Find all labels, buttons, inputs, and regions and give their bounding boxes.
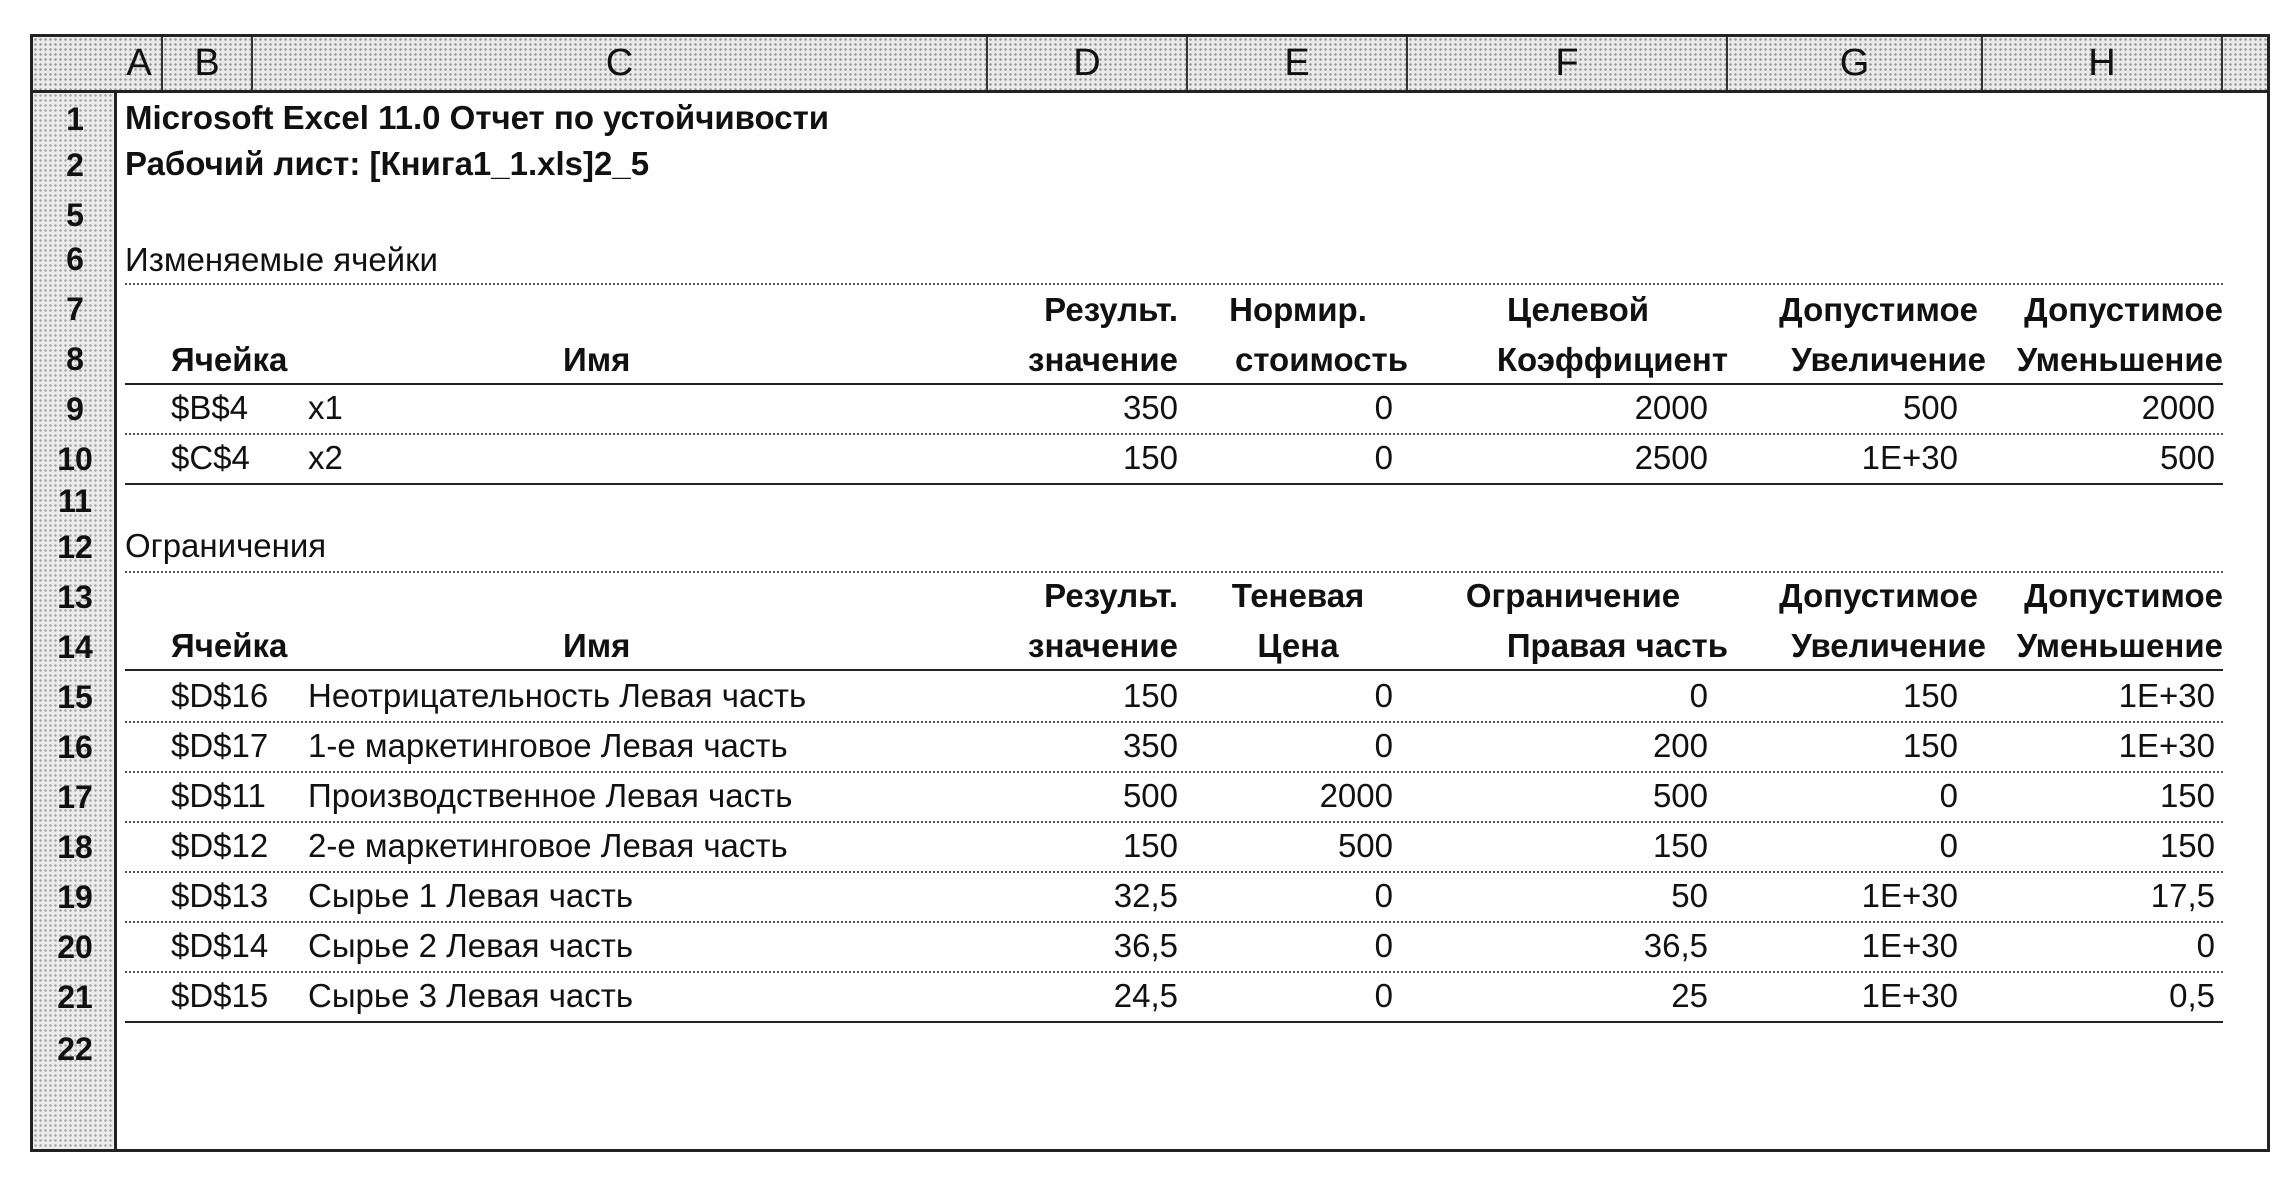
constraint-rhs[interactable]: 25 (1671, 977, 1708, 1014)
header-allowable-decrease-bottom: Уменьшение (2016, 341, 2223, 378)
row-header-13[interactable]: 13 (57, 579, 93, 615)
row-header-6[interactable]: 6 (66, 241, 84, 277)
constraint-shadow-price[interactable]: 500 (1337, 827, 1393, 864)
changing-result-value[interactable]: 150 (1122, 439, 1178, 476)
constraint-result-value[interactable]: 150 (1122, 827, 1178, 864)
row-divider (125, 721, 2223, 723)
header-allowable-increase-bottom: Увеличение (1791, 627, 1986, 664)
header-name: Имя (563, 341, 631, 378)
changing-reduced-cost[interactable]: 0 (1374, 439, 1393, 476)
constraint-cell-ref[interactable]: $D$17 (171, 727, 269, 764)
changing-objective-coef[interactable]: 2500 (1634, 439, 1708, 476)
constraint-allowable-decrease[interactable]: 150 (2159, 827, 2215, 864)
header-constraint-bottom: Правая часть (1506, 627, 1728, 664)
row-header-20[interactable]: 20 (57, 929, 93, 965)
changing-cell-name[interactable]: x1 (308, 389, 343, 426)
header-reduced-cost-bottom: стоимость (1234, 341, 1408, 378)
changing-objective-coef[interactable]: 2000 (1634, 389, 1708, 426)
constraint-result-value[interactable]: 350 (1122, 727, 1178, 764)
constraint-name[interactable]: Сырье 1 Левая часть (308, 877, 634, 914)
header-allowable-decrease-top: Допустимое (2024, 577, 2223, 614)
header-underline (125, 669, 2223, 671)
constraint-name[interactable]: Сырье 2 Левая часть (308, 927, 634, 964)
constraint-result-value[interactable]: 36,5 (1113, 927, 1178, 964)
constraint-result-value[interactable]: 32,5 (1113, 877, 1178, 914)
header-objective-coef-top: Целевой (1506, 291, 1650, 328)
row-header-12[interactable]: 12 (57, 529, 93, 565)
constraint-allowable-decrease[interactable]: 1E+30 (2118, 727, 2215, 764)
constraint-cell-ref[interactable]: $D$14 (171, 927, 269, 964)
row-header-8[interactable]: 8 (66, 341, 84, 377)
constraint-shadow-price[interactable]: 0 (1374, 727, 1393, 764)
column-header-g[interactable]: G (1728, 37, 1983, 90)
header-cell: Ячейка (171, 341, 288, 378)
header-allowable-decrease-top: Допустимое (2024, 291, 2223, 328)
header-constraint-top: Ограничение (1465, 577, 1681, 614)
column-header-bar (33, 37, 2267, 93)
constraint-shadow-price[interactable]: 0 (1374, 927, 1393, 964)
constraint-shadow-price[interactable]: 2000 (1319, 777, 1393, 814)
header-allowable-decrease-bottom: Уменьшение (2016, 627, 2223, 664)
changing-allowable-increase[interactable]: 500 (1902, 389, 1958, 426)
changing-cell-ref[interactable]: $B$4 (171, 389, 249, 426)
row-header-21[interactable]: 21 (57, 979, 93, 1015)
header-shadow-price-top: Теневая (1231, 577, 1365, 614)
worksheet-label: Рабочий лист: [Книга1_1.xls]2_5 (125, 145, 650, 182)
row-divider (125, 821, 2223, 823)
changing-allowable-decrease[interactable]: 2000 (2141, 389, 2215, 426)
constraint-name[interactable]: 1-е маркетинговое Левая часть (308, 727, 788, 764)
constraint-name[interactable]: Неотрицательность Левая часть (308, 677, 807, 714)
constraint-result-value[interactable]: 24,5 (1113, 977, 1178, 1014)
row-divider (125, 921, 2223, 923)
constraint-result-value[interactable]: 500 (1122, 777, 1178, 814)
constraint-rhs[interactable]: 36,5 (1643, 927, 1708, 964)
constraint-rhs[interactable]: 50 (1671, 877, 1708, 914)
header-result-bottom: значение (1028, 627, 1178, 664)
header-result-top: Результ. (1044, 291, 1178, 328)
constraint-allowable-decrease[interactable]: 1E+30 (2118, 677, 2215, 714)
header-name: Имя (563, 627, 631, 664)
constraint-allowable-decrease[interactable]: 0 (2196, 927, 2215, 964)
header-reduced-cost-top: Нормир. (1229, 291, 1367, 328)
constraint-allowable-increase[interactable]: 0 (1939, 777, 1958, 814)
row-header-22[interactable]: 22 (57, 1031, 93, 1067)
row-header-15[interactable]: 15 (57, 679, 93, 715)
header-shadow-price-bottom: Цена (1257, 627, 1339, 664)
constraint-rhs[interactable]: 500 (1652, 777, 1708, 814)
header-objective-coef-bottom: Коэффициент (1496, 341, 1728, 378)
constraint-rhs[interactable]: 0 (1689, 677, 1708, 714)
row-divider (125, 971, 2223, 973)
constraint-allowable-decrease[interactable]: 17,5 (2150, 877, 2215, 914)
column-header-c[interactable]: C (253, 37, 988, 90)
row-header-1[interactable]: 1 (66, 101, 84, 137)
constraint-result-value[interactable]: 150 (1122, 677, 1178, 714)
column-header-d[interactable]: D (988, 37, 1188, 90)
constraint-shadow-price[interactable]: 0 (1374, 977, 1393, 1014)
constraint-cell-ref[interactable]: $D$12 (171, 827, 269, 864)
changing-reduced-cost[interactable]: 0 (1374, 389, 1393, 426)
row-divider (125, 771, 2223, 773)
header-result-top: Результ. (1044, 577, 1178, 614)
report-title: Microsoft Excel 11.0 Отчет по устойчивости (125, 99, 830, 136)
column-header-a[interactable]: A (117, 37, 163, 90)
constraint-allowable-increase[interactable]: 0 (1939, 827, 1958, 864)
constraint-name[interactable]: Производственное Левая часть (308, 777, 793, 814)
section-bottom-line (125, 483, 2223, 485)
constraint-allowable-decrease[interactable]: 150 (2159, 777, 2215, 814)
row-header-9[interactable]: 9 (66, 391, 84, 427)
row-header-10[interactable]: 10 (57, 441, 93, 477)
header-allowable-increase-bottom: Увеличение (1791, 341, 1986, 378)
row-header-16[interactable]: 16 (57, 729, 93, 765)
changing-cell-name[interactable]: x2 (308, 439, 343, 476)
constraint-shadow-price[interactable]: 0 (1374, 677, 1393, 714)
constraint-name[interactable]: Сырье 3 Левая часть (308, 977, 634, 1014)
constraint-allowable-increase[interactable]: 150 (1902, 727, 1958, 764)
column-header-e[interactable]: E (1188, 37, 1408, 90)
changing-cells-label: Изменяемые ячейки (125, 241, 438, 278)
constraint-shadow-price[interactable]: 0 (1374, 877, 1393, 914)
changing-allowable-decrease[interactable]: 500 (2159, 439, 2215, 476)
header-underline (125, 383, 2223, 385)
row-divider (125, 433, 2223, 435)
column-header-b[interactable]: B (163, 37, 253, 90)
constraint-rhs[interactable]: 150 (1652, 827, 1708, 864)
constraint-allowable-increase[interactable]: 150 (1902, 677, 1958, 714)
row-header-18[interactable]: 18 (57, 829, 93, 865)
constraint-name[interactable]: 2-е маркетинговое Левая часть (308, 827, 788, 864)
row-header-7[interactable]: 7 (66, 291, 84, 327)
header-allowable-increase-top: Допустимое (1779, 291, 1978, 328)
constraint-allowable-increase[interactable]: 1E+30 (1861, 927, 1958, 964)
constraint-allowable-increase[interactable]: 1E+30 (1861, 977, 1958, 1014)
changing-allowable-increase[interactable]: 1E+30 (1861, 439, 1958, 476)
section-divider (125, 283, 2223, 285)
header-cell: Ячейка (171, 627, 288, 664)
constraint-rhs[interactable]: 200 (1652, 727, 1708, 764)
column-header-h[interactable]: H (1983, 37, 2223, 90)
row-divider (125, 871, 2223, 873)
row-header-14[interactable]: 14 (57, 629, 93, 665)
constraint-allowable-increase[interactable]: 1E+30 (1861, 877, 1958, 914)
constraint-cell-ref[interactable]: $D$16 (171, 677, 269, 714)
constraint-cell-ref[interactable]: $D$11 (171, 777, 266, 814)
constraint-cell-ref[interactable]: $D$15 (171, 977, 269, 1014)
table-bottom-line (125, 1021, 2223, 1023)
row-header-2[interactable]: 2 (66, 147, 84, 183)
constraint-cell-ref[interactable]: $D$13 (171, 877, 269, 914)
header-result-bottom: значение (1028, 341, 1178, 378)
row-header-17[interactable]: 17 (57, 779, 93, 815)
header-allowable-increase-top: Допустимое (1779, 577, 1978, 614)
constraint-allowable-decrease[interactable]: 0,5 (2169, 977, 2215, 1014)
column-header-f[interactable]: F (1408, 37, 1728, 90)
changing-cell-ref[interactable]: $C$4 (171, 439, 250, 476)
row-header-11[interactable]: 11 (58, 483, 92, 519)
spreadsheet-grid (30, 34, 2270, 1152)
changing-result-value[interactable]: 350 (1122, 389, 1178, 426)
section-divider (125, 571, 2223, 573)
row-header-19[interactable]: 19 (57, 879, 93, 915)
constraints-label: Ограничения (125, 527, 327, 564)
row-header-5[interactable]: 5 (66, 197, 84, 233)
